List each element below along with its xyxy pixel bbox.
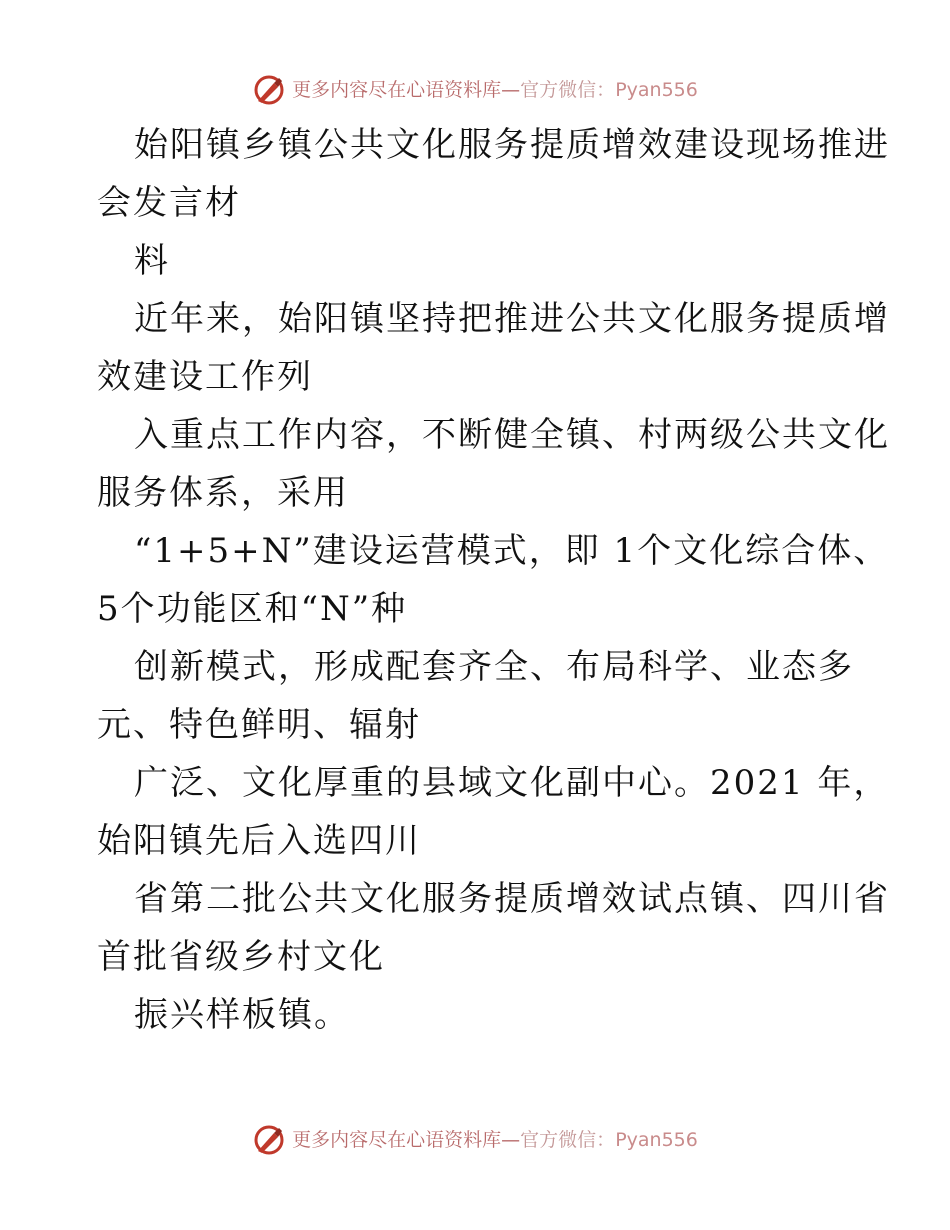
text-line: 服务体系，采用 [97, 473, 349, 513]
text-line: 近年来，始阳镇坚持把推进公共文化服务提质增 [134, 299, 890, 339]
text-line: 始阳镇乡镇公共文化服务提质增效建设现场推进 [134, 125, 890, 165]
text-line: 效建设工作列 [97, 357, 313, 397]
watermark-text [292, 1122, 698, 1158]
text-line: 首批省级乡村文化 [97, 937, 385, 977]
text-line: 元、特色鲜明、辐射 [97, 705, 421, 745]
watermark-wechat-id: Pyan556 [615, 1129, 698, 1151]
text-line: 振兴样板镇。 [134, 995, 350, 1035]
header-watermark [0, 72, 950, 108]
text-line: 始阳镇先后入选四川 [97, 821, 421, 861]
watermark-brand: 更多内容尽在心语资料库 [292, 1129, 502, 1151]
watermark-wechat-id: Pyan556 [615, 79, 698, 101]
pen-logo-icon [252, 73, 286, 107]
text-line: 创新模式，形成配套齐全、布局科学、业态多 [134, 647, 854, 687]
text-line: 5个功能区和“N”种 [97, 589, 408, 629]
text-line: 入重点工作内容，不断健全镇、村两级公共文化 [134, 415, 890, 455]
watermark-official-label: 官方微信： [520, 79, 616, 101]
text-line: 料 [134, 241, 170, 281]
watermark-text [292, 72, 698, 108]
watermark-official-label: 官方微信： [520, 1129, 616, 1151]
footer-watermark [0, 1122, 950, 1158]
text-line: 省第二批公共文化服务提质增效试点镇、四川省 [134, 879, 890, 919]
watermark-dash: — [501, 79, 521, 101]
text-line: “1+5+N”建设运营模式，即 1个文化综合体、 [134, 531, 890, 571]
text-line: 会发言材 [97, 183, 241, 223]
watermark-brand: 更多内容尽在心语资料库 [292, 79, 502, 101]
document-body [97, 116, 890, 1044]
text-line: 广泛、文化厚重的县域文化副中心。2021 年， [134, 763, 890, 803]
watermark-dash: — [501, 1129, 521, 1151]
pen-logo-icon [252, 1123, 286, 1157]
